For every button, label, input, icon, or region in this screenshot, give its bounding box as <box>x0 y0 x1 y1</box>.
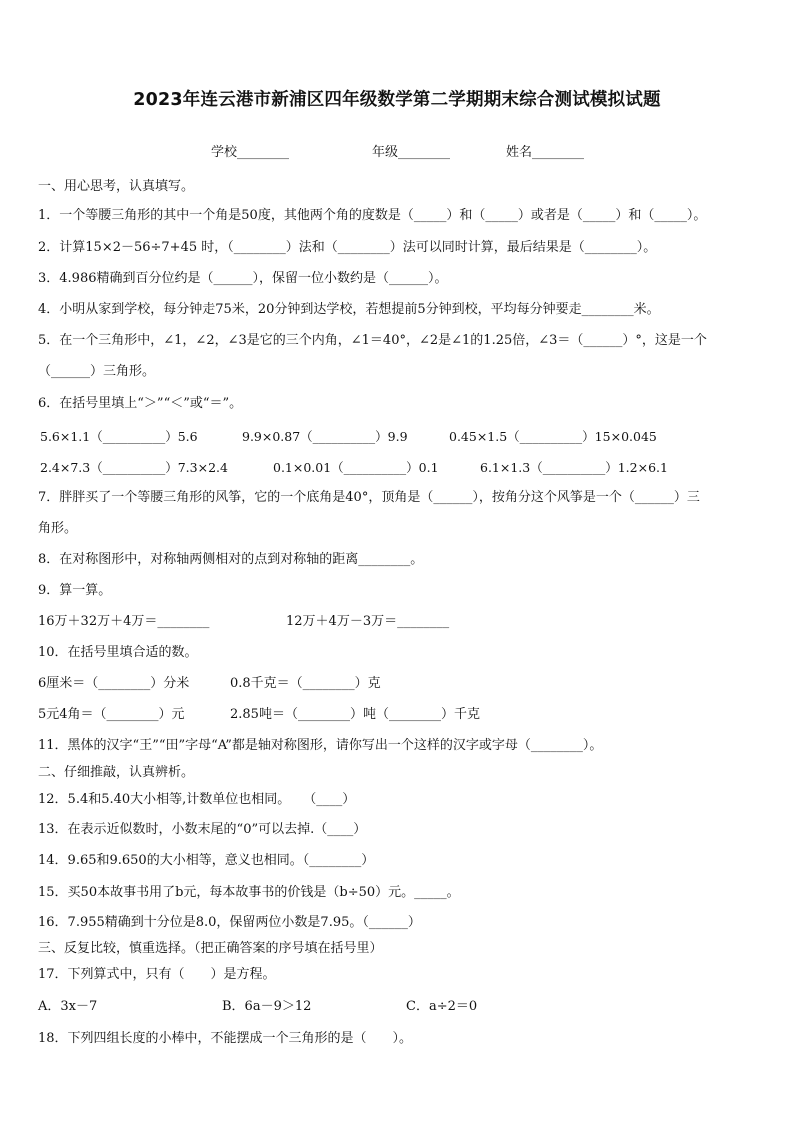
option-b: B．6a－9＞12 <box>222 999 312 1014</box>
compare-item: 9.9×0.87（__________）9.9 <box>242 429 408 444</box>
question-15: 15．买50本故事书用了b元，每本故事书的价钱是（b÷50）元。_____。 <box>38 885 460 900</box>
unit-item: 5元4角＝（________）元 <box>38 707 185 722</box>
unit-item: 6厘米＝（________）分米 <box>38 676 190 691</box>
question-5-line-1: 5．在一个三角形中，∠1，∠2，∠3是它的三个内角，∠1＝40°，∠2是∠1的1.25倍，∠3＝（______）°，这是一个 <box>38 333 707 348</box>
question-13: 13．在表示近似数时，小数末尾的“0”可以去掉.（____） <box>38 822 367 837</box>
question-10: 10．在括号里填合适的数。 <box>38 645 198 660</box>
option-c: C．a÷2＝0 <box>406 999 478 1014</box>
unit-item: 0.8千克＝（________）克 <box>230 676 381 691</box>
calc-item: 12万＋4万－3万＝________ <box>286 614 450 629</box>
section-heading-2: 二、仔细推敲，认真辨析。 <box>38 765 195 780</box>
question-3: 3．4.986精确到百分位约是（______），保留一位小数约是（______）。 <box>38 271 448 286</box>
option-a: A．3x－7 <box>38 999 98 1014</box>
section-heading-3: 三、反复比较，慎重选择。（把正确答案的序号填在括号里） <box>38 941 383 956</box>
question-11: 11．黑体的汉字“王”“田”字母“A”都是轴对称图形，请你写出一个这样的汉字或字母（________）。 <box>38 738 603 753</box>
grade-field: 年级________ <box>372 145 451 160</box>
compare-item: 0.45×1.5（__________）15×0.045 <box>449 429 657 444</box>
question-17: 17．下列算式中，只有（ ）是方程。 <box>38 967 276 982</box>
name-field: 姓名________ <box>506 145 585 160</box>
page-title: 2023年连云港市新浦区四年级数学第二学期期末综合测试模拟试题 <box>133 90 661 110</box>
question-12: 12．5.4和5.40大小相等,计数单位也相同。 （____） <box>38 792 356 807</box>
compare-item: 6.1×1.3（__________）1.2×6.1 <box>480 460 668 475</box>
section-heading-1: 一、用心思考，认真填写。 <box>38 179 195 194</box>
compare-item: 5.6×1.1（__________）5.6 <box>40 429 198 444</box>
unit-item: 2.85吨＝（________）吨（________）千克 <box>230 707 480 722</box>
question-14: 14．9.65和9.650的大小相等，意义也相同。（________） <box>38 853 375 868</box>
question-8: 8．在对称图形中，对称轴两侧相对的点到对称轴的距离________。 <box>38 552 424 567</box>
question-2: 2．计算15×2－56÷7+45 时，（________）法和（________）法可以同时计算，最后结果是（________）。 <box>38 240 657 255</box>
question-9: 9．算一算。 <box>38 583 112 598</box>
question-18: 18．下列四组长度的小棒中，不能摆成一个三角形的是（ ）。 <box>38 1031 413 1046</box>
compare-item: 0.1×0.01（__________）0.1 <box>273 460 439 475</box>
question-1: 1．一个等腰三角形的其中一个角是50度，其他两个角的度数是（_____）和（_____）或者是（_____）和（_____）。 <box>38 208 707 223</box>
question-4: 4．小明从家到学校，每分钟走75米，20分钟到达学校，若想提前5分钟到校，平均每分钟要走________米。 <box>38 302 660 317</box>
calc-item: 16万＋32万＋4万＝________ <box>38 614 210 629</box>
compare-item: 2.4×7.3（__________）7.3×2.4 <box>40 460 228 475</box>
question-5-line-2: （______）三角形。 <box>38 364 156 379</box>
question-6: 6．在括号里填上“＞”“＜”或“＝”。 <box>38 396 243 411</box>
question-7-line-1: 7．胖胖买了一个等腰三角形的风筝，它的一个底角是40°，顶角是（______），按角分这个风筝是一个（______）三 <box>38 490 700 505</box>
question-7-line-2: 角形。 <box>38 521 78 536</box>
question-16: 16．7.955精确到十分位是8.0，保留两位小数是7.95。（______） <box>38 915 421 930</box>
school-field: 学校________ <box>211 145 290 160</box>
